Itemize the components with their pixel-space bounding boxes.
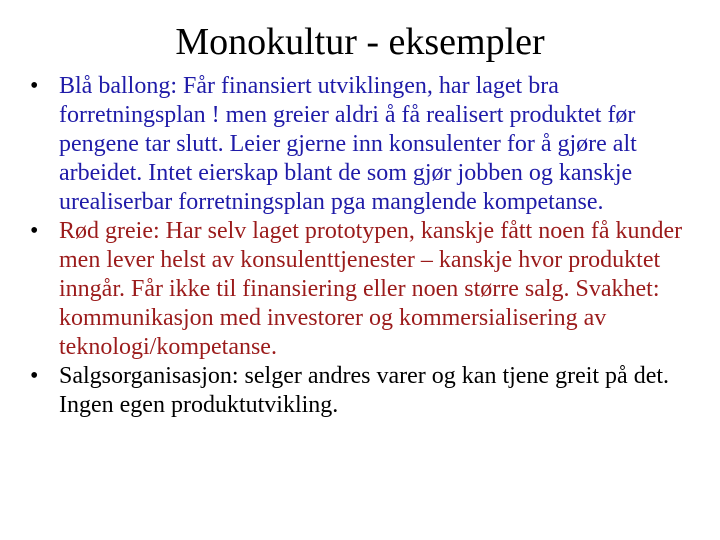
bullet-marker: • [30,363,39,389]
bullet-text-blue-balloon: Blå ballong: Får finansiert utviklingen, har laget bra forretningsplan ! men greier aldri å få realisert produktet før pengene tar slutt. Leier gjerne inn konsulenter for å gjøre alt arbeidet. Intet eierskap blant de som gjør jobben og kanskje urealiserbar forretningsplan pga manglende kompetanse. [59,73,637,215]
bullet-item-sales-organization [30,362,710,420]
slide-title: Monokultur - eksempler [175,21,545,63]
bullet-list [30,72,710,420]
bullet-marker: • [30,73,39,99]
bullet-item-blue-balloon [30,72,710,217]
bullet-marker: • [30,218,39,244]
bullet-item-red-thing [30,217,710,362]
bullet-text-red-thing: Rød greie: Har selv laget prototypen, kanskje fått noen få kunder men lever helst av konsulenttjenester – kanskje hvor produktet inngår. Får ikke til finansiering eller noen større salg. Svakhet: kommunikasjon med investorer og kommersialisering av teknologi/kompetanse. [59,218,683,360]
bullet-text-sales-organization: Salgsorganisasjon: selger andres varer og kan tjene greit på det. Ingen egen produktutvikling. [59,363,670,418]
